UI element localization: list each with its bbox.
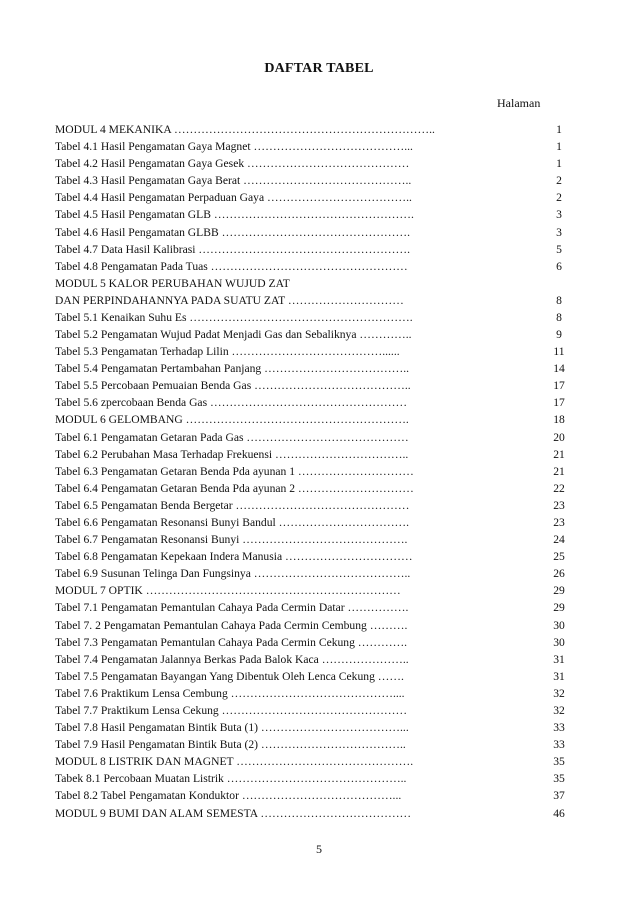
- entry-title: Tabel 7.7 Praktikum Lensa Cekung …………………………………………: [55, 704, 408, 717]
- entry-title: Tabel 6.3 Pengamatan Getaran Benda Pda ayunan 1 …………………………: [55, 464, 414, 478]
- entry-page-number: 21: [553, 464, 565, 478]
- entry-page-number: 17: [553, 396, 565, 410]
- module-heading-row: [55, 121, 571, 138]
- entry-title: Tabel 6.6 Pengamatan Resonansi Bunyi Bandul …………………………….: [55, 515, 410, 529]
- table-entry-row: [55, 206, 571, 223]
- entry-page-number: 37: [553, 789, 565, 803]
- entry-page-number: 23: [553, 515, 565, 529]
- entry-page-number: 29: [553, 584, 565, 598]
- entry-title: MODUL 7 OPTIK …………………………………………………………: [55, 584, 401, 598]
- table-entry-row: [55, 599, 571, 616]
- entry-title: Tabel 7.1 Pengamatan Pemantulan Cahaya Pada Cermin Datar …………….: [55, 601, 409, 615]
- table-entry-row: [55, 685, 571, 702]
- entry-page-number: 1: [556, 123, 562, 136]
- entry-page-number: 29: [553, 601, 565, 615]
- table-entry-row: [55, 480, 571, 497]
- entry-page-number: 8: [556, 310, 562, 324]
- table-entry-row: [55, 719, 571, 736]
- entry-page-number: 25: [553, 550, 565, 564]
- entry-title: Tabel 8.2 Tabel Pengamatan Konduktor …………………………………...: [55, 789, 402, 803]
- entry-page-number: 14: [553, 362, 565, 376]
- entry-page-number: 32: [553, 704, 565, 717]
- entry-title: Tabel 7.6 Praktikum Lensa Cembung ……………………………………....: [55, 686, 405, 700]
- table-entry-row: [55, 548, 571, 565]
- table-entry-row: [55, 258, 571, 275]
- entry-page-number: 31: [553, 652, 565, 666]
- table-entry-row: [55, 787, 571, 804]
- entry-title: Tabel 7. 2 Pengamatan Pemantulan Cahaya Pada Cermin Cembung ……….: [55, 618, 408, 632]
- entry-title: Tabel 5.4 Pengamatan Pertambahan Panjang ………………………………..: [55, 362, 410, 376]
- table-entry-row: [55, 617, 571, 634]
- entry-title: Tabel 5.2 Pengamatan Wujud Padat Menjadi Gas dan Sebaliknya …………..: [55, 327, 412, 341]
- entry-page-number: 6: [556, 259, 562, 273]
- table-entry-row: [55, 770, 571, 787]
- table-entry-row: [55, 446, 571, 463]
- entry-title: Tabel 7.9 Hasil Pengamatan Bintik Buta (2) ………………………………..: [55, 738, 406, 752]
- entry-title: Tabel 4.1 Hasil Pengamatan Gaya Magnet …………………………………...: [55, 140, 413, 154]
- table-entry-row: [55, 224, 571, 241]
- table-entry-row: [55, 377, 571, 394]
- table-entry-row: [55, 565, 571, 582]
- entry-title: MODUL 9 BUMI DAN ALAM SEMESTA …………………………………: [55, 806, 412, 820]
- entry-page-number: 11: [553, 345, 565, 359]
- entry-title: Tabel 4.3 Hasil Pengamatan Gaya Berat ……………………………………..: [55, 174, 412, 188]
- entry-page-number: 20: [553, 430, 565, 444]
- entry-title: Tabel 6.7 Pengamatan Resonansi Bunyi …………………………………….: [55, 533, 408, 547]
- module-heading-row: [55, 582, 571, 599]
- entry-page-number: 1: [556, 157, 562, 171]
- entry-title: Tabel 4.7 Data Hasil Kalibrasi ……………………………………………….: [55, 242, 411, 256]
- table-entry-row: [55, 172, 571, 189]
- entry-title: Tabel 5.3 Pengamatan Terhadap Lilin …………………………………......: [55, 345, 400, 359]
- module-heading-row: [55, 275, 571, 309]
- entry-title: Tabel 4.8 Pengamatan Pada Tuas ……………………………………………: [55, 259, 408, 273]
- table-entry-row: [55, 189, 571, 206]
- entry-page-number: 30: [553, 635, 565, 649]
- table-entry-row: [55, 497, 571, 514]
- table-entry-row: [55, 736, 571, 753]
- entry-page-number: 22: [553, 481, 565, 495]
- entry-page-number: 21: [553, 447, 565, 461]
- table-entry-row: [55, 668, 571, 685]
- entry-page-number: 33: [553, 721, 565, 735]
- table-entry-row: [55, 241, 571, 258]
- entry-page-number: 35: [553, 755, 565, 769]
- table-entry-row: [55, 394, 571, 411]
- entry-page-number: 33: [553, 738, 565, 752]
- entry-title: Tabel 7.4 Pengamatan Jalannya Berkas Pada Balok Kaca …………………..: [55, 652, 409, 666]
- table-entry-row: [55, 360, 571, 377]
- entry-page-number: 3: [556, 208, 562, 222]
- entry-page-number: 26: [553, 567, 565, 581]
- entry-title: MODUL 4 MEKANIKA …………………………………………………………..: [55, 123, 435, 136]
- entry-page-number: 3: [556, 225, 562, 239]
- entry-page-number: 24: [553, 533, 565, 547]
- entry-title: Tabel 4.2 Hasil Pengamatan Gaya Gesek ……………………………………: [55, 157, 410, 171]
- page-number: 5: [316, 842, 322, 856]
- table-entry-row: [55, 343, 571, 360]
- table-entry-row: [55, 429, 571, 446]
- entry-page-number: 2: [556, 191, 562, 205]
- entry-title: Tabek 8.1 Percobaan Muatan Listrik ………………………………………..: [55, 772, 407, 786]
- entry-title: Tabel 6.8 Pengamatan Kepekaan Indera Manusia ……………………………: [55, 550, 413, 564]
- table-entry-row: [55, 155, 571, 172]
- table-entry-row: [55, 651, 571, 668]
- table-entry-row: [55, 634, 571, 651]
- module-heading-row: [55, 805, 571, 822]
- entry-page-number: 2: [556, 174, 562, 188]
- entry-title: Tabel 5.6 zpercobaan Benda Gas ……………………………………………: [55, 396, 408, 410]
- entry-page-number: 46: [553, 806, 565, 820]
- entry-page-number: 9: [556, 327, 562, 341]
- module-heading-row: [55, 753, 571, 770]
- entry-page-number: 8: [556, 293, 562, 307]
- entry-title: Tabel 6.1 Pengamatan Getaran Pada Gas ……………………………………: [55, 430, 409, 444]
- table-entry-row: [55, 531, 571, 548]
- table-entry-row: [55, 138, 571, 155]
- entry-page-number: 5: [556, 242, 562, 256]
- entry-page-number: 23: [553, 498, 565, 512]
- table-entry-row: [55, 326, 571, 343]
- entry-page-number: 35: [553, 772, 565, 786]
- entry-page-number: 30: [553, 618, 565, 632]
- entry-title: MODUL 8 LISTRIK DAN MAGNET ……………………………………….: [55, 755, 414, 769]
- entry-page-number: 18: [553, 413, 565, 427]
- entry-page-number: 1: [556, 140, 562, 154]
- entry-page-number: 17: [553, 379, 565, 393]
- page-title: DAFTAR TABEL: [264, 61, 374, 76]
- entry-title: Tabel 6.9 Susunan Telinga Dan Fungsinya …………………………………..: [55, 567, 411, 581]
- entry-title: MODUL 6 GELOMBANG ………………………………………………….: [55, 413, 409, 427]
- table-entry-row: [55, 309, 571, 326]
- entry-title: Tabel 4.5 Hasil Pengamatan GLB …………………………………………….: [55, 208, 414, 222]
- table-entry-row: [55, 514, 571, 531]
- entry-title: Tabel 5.5 Percobaan Pemuaian Benda Gas …………………………………..: [55, 379, 411, 393]
- page-column-header: Halaman: [497, 96, 541, 110]
- entry-title: Tabel 6.4 Pengamatan Getaran Benda Pda ayunan 2 …………………………: [55, 481, 414, 495]
- table-of-tables: [55, 121, 571, 822]
- table-entry-row: [55, 702, 571, 719]
- entry-title: MODUL 5 KALOR PERUBAHAN WUJUD ZAT DAN PERPINDAHANNYA PADA SUATU ZAT …………………………: [55, 276, 404, 307]
- entry-title: Tabel 6.5 Pengamatan Benda Bergetar ………………………………………: [55, 498, 410, 512]
- entry-title: Tabel 5.1 Kenaikan Suhu Es ………………………………………………….: [55, 310, 413, 324]
- module-heading-row: [55, 411, 571, 428]
- entry-title: Tabel 7.3 Pengamatan Pemantulan Cahaya Pada Cermin Cekung ………….: [55, 635, 408, 649]
- table-entry-row: [55, 463, 571, 480]
- entry-title: Tabel 7.8 Hasil Pengamatan Bintik Buta (1) ………………………………...: [55, 721, 409, 735]
- entry-title: Tabel 4.4 Hasil Pengamatan Perpaduan Gaya ………………………………..: [55, 191, 412, 205]
- entry-page-number: 32: [553, 686, 565, 700]
- entry-title: Tabel 6.2 Perubahan Masa Terhadap Frekuensi ……………………………..: [55, 447, 409, 461]
- entry-page-number: 31: [553, 669, 565, 683]
- entry-title: Tabel 4.6 Hasil Pengamatan GLBB ………………………………………….: [55, 225, 411, 239]
- entry-title: Tabel 7.5 Pengamatan Bayangan Yang Dibentuk Oleh Lenca Cekung …….: [55, 669, 404, 683]
